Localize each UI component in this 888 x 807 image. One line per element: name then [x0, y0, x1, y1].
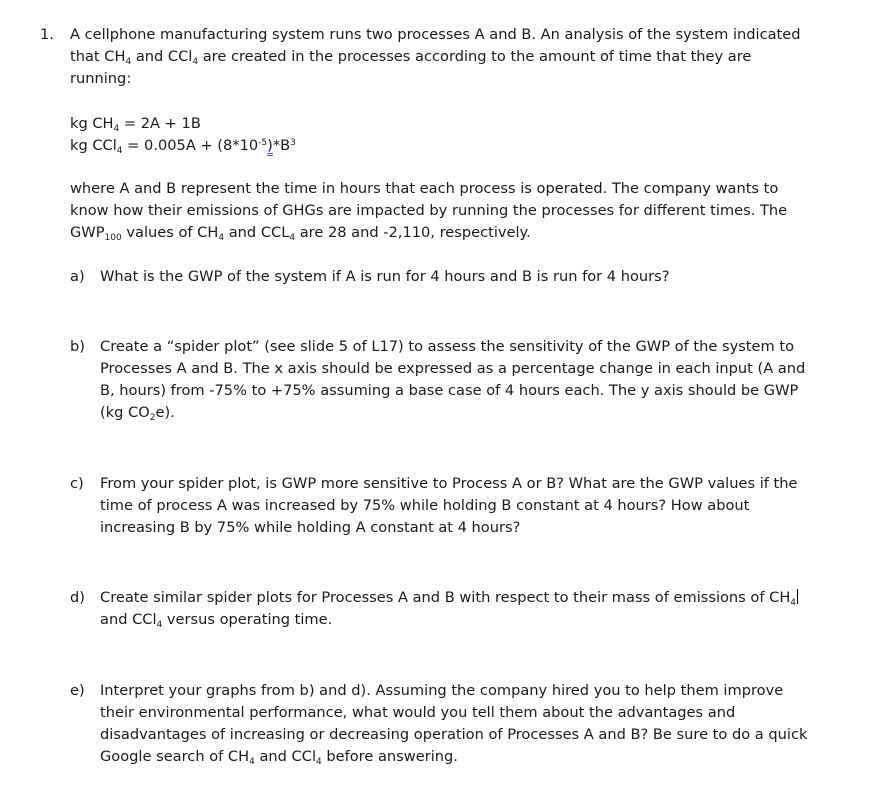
- part-e-label: e): [70, 682, 85, 699]
- intro-line-2: that $CH_4$ and CCl$_4$ are created in the processes according to the amount of time that they are: [70, 48, 752, 67]
- part-d-line-1: Create similar spider plots for Processes A and B with respect to their mass of emissions of $CH_4$: [100, 589, 797, 608]
- part-a-line-1: What is the GWP of the system if A is run for 4 hours and B is run for 4 hours?: [100, 268, 670, 285]
- part-d-line-2: and CCl$_4$ versus operating time.: [100, 611, 333, 630]
- part-e-line-2: their environmental performance, what would you tell them about the advantages and: [100, 704, 736, 721]
- part-c-line-3: increasing B by 75% while holding A constant at 4 hours?: [100, 519, 521, 536]
- grammar-flag: ): [267, 137, 273, 154]
- part-c-line-1: From your spider plot, is GWP more sensitive to Process A or B? What are the GWP values if the: [100, 475, 798, 492]
- text-cursor: [797, 589, 798, 604]
- part-b-line-1: Create a “spider plot” (see slide 5 of L17) to assess the sensitivity of the GWP of the system to: [100, 338, 795, 355]
- part-a-label: a): [70, 268, 85, 285]
- part-e-line-3: disadvantages of increasing or decreasing operation of Processes A and B? Be sure to do a quick: [100, 726, 808, 743]
- part-c-label: c): [70, 475, 84, 492]
- intro-line-3: running:: [70, 70, 132, 87]
- part-b-line-3: B, hours) from -75% to +75% assuming a base case of 4 hours each. The y axis should be GWP: [100, 382, 799, 399]
- part-e-line-4: Google search of $CH_4$ and CCl$_4$ before answering.: [100, 748, 458, 767]
- equation-ch4: kg $CH_4 = 2A + 1B$: [70, 115, 201, 134]
- where-line-3: $GWP_{100}$ values of $CH_4$ and $CCL_4$ are 28 and -2,110, respectively.: [70, 224, 531, 243]
- part-e-line-1: Interpret your graphs from b) and d). Assuming the company hired you to help them improve: [100, 682, 784, 699]
- question-number: 1.: [40, 26, 54, 43]
- where-line-2: know how their emissions of GHGs are impacted by running the processes for different times. The: [70, 202, 788, 219]
- part-b-line-2: Processes A and B. The x axis should be expressed as a percentage change in each input (A and: [100, 360, 806, 377]
- intro-line-1: A cellphone manufacturing system runs two processes A and B. An analysis of the system indicated: [70, 26, 801, 43]
- where-line-1: where A and B represent the time in hours that each process is operated. The company wants to: [70, 180, 779, 197]
- part-d-label: d): [70, 589, 85, 606]
- part-b-line-4: (kg $CO_2e$).: [100, 404, 175, 423]
- part-c-line-2: time of process A was increased by 75% while holding B constant at 4 hours? How about: [100, 497, 750, 514]
- equation-ccl4: kg $CCl_4 = 0.005A + (8*10^{-5})*B^3$: [70, 137, 296, 156]
- part-b-label: b): [70, 338, 85, 355]
